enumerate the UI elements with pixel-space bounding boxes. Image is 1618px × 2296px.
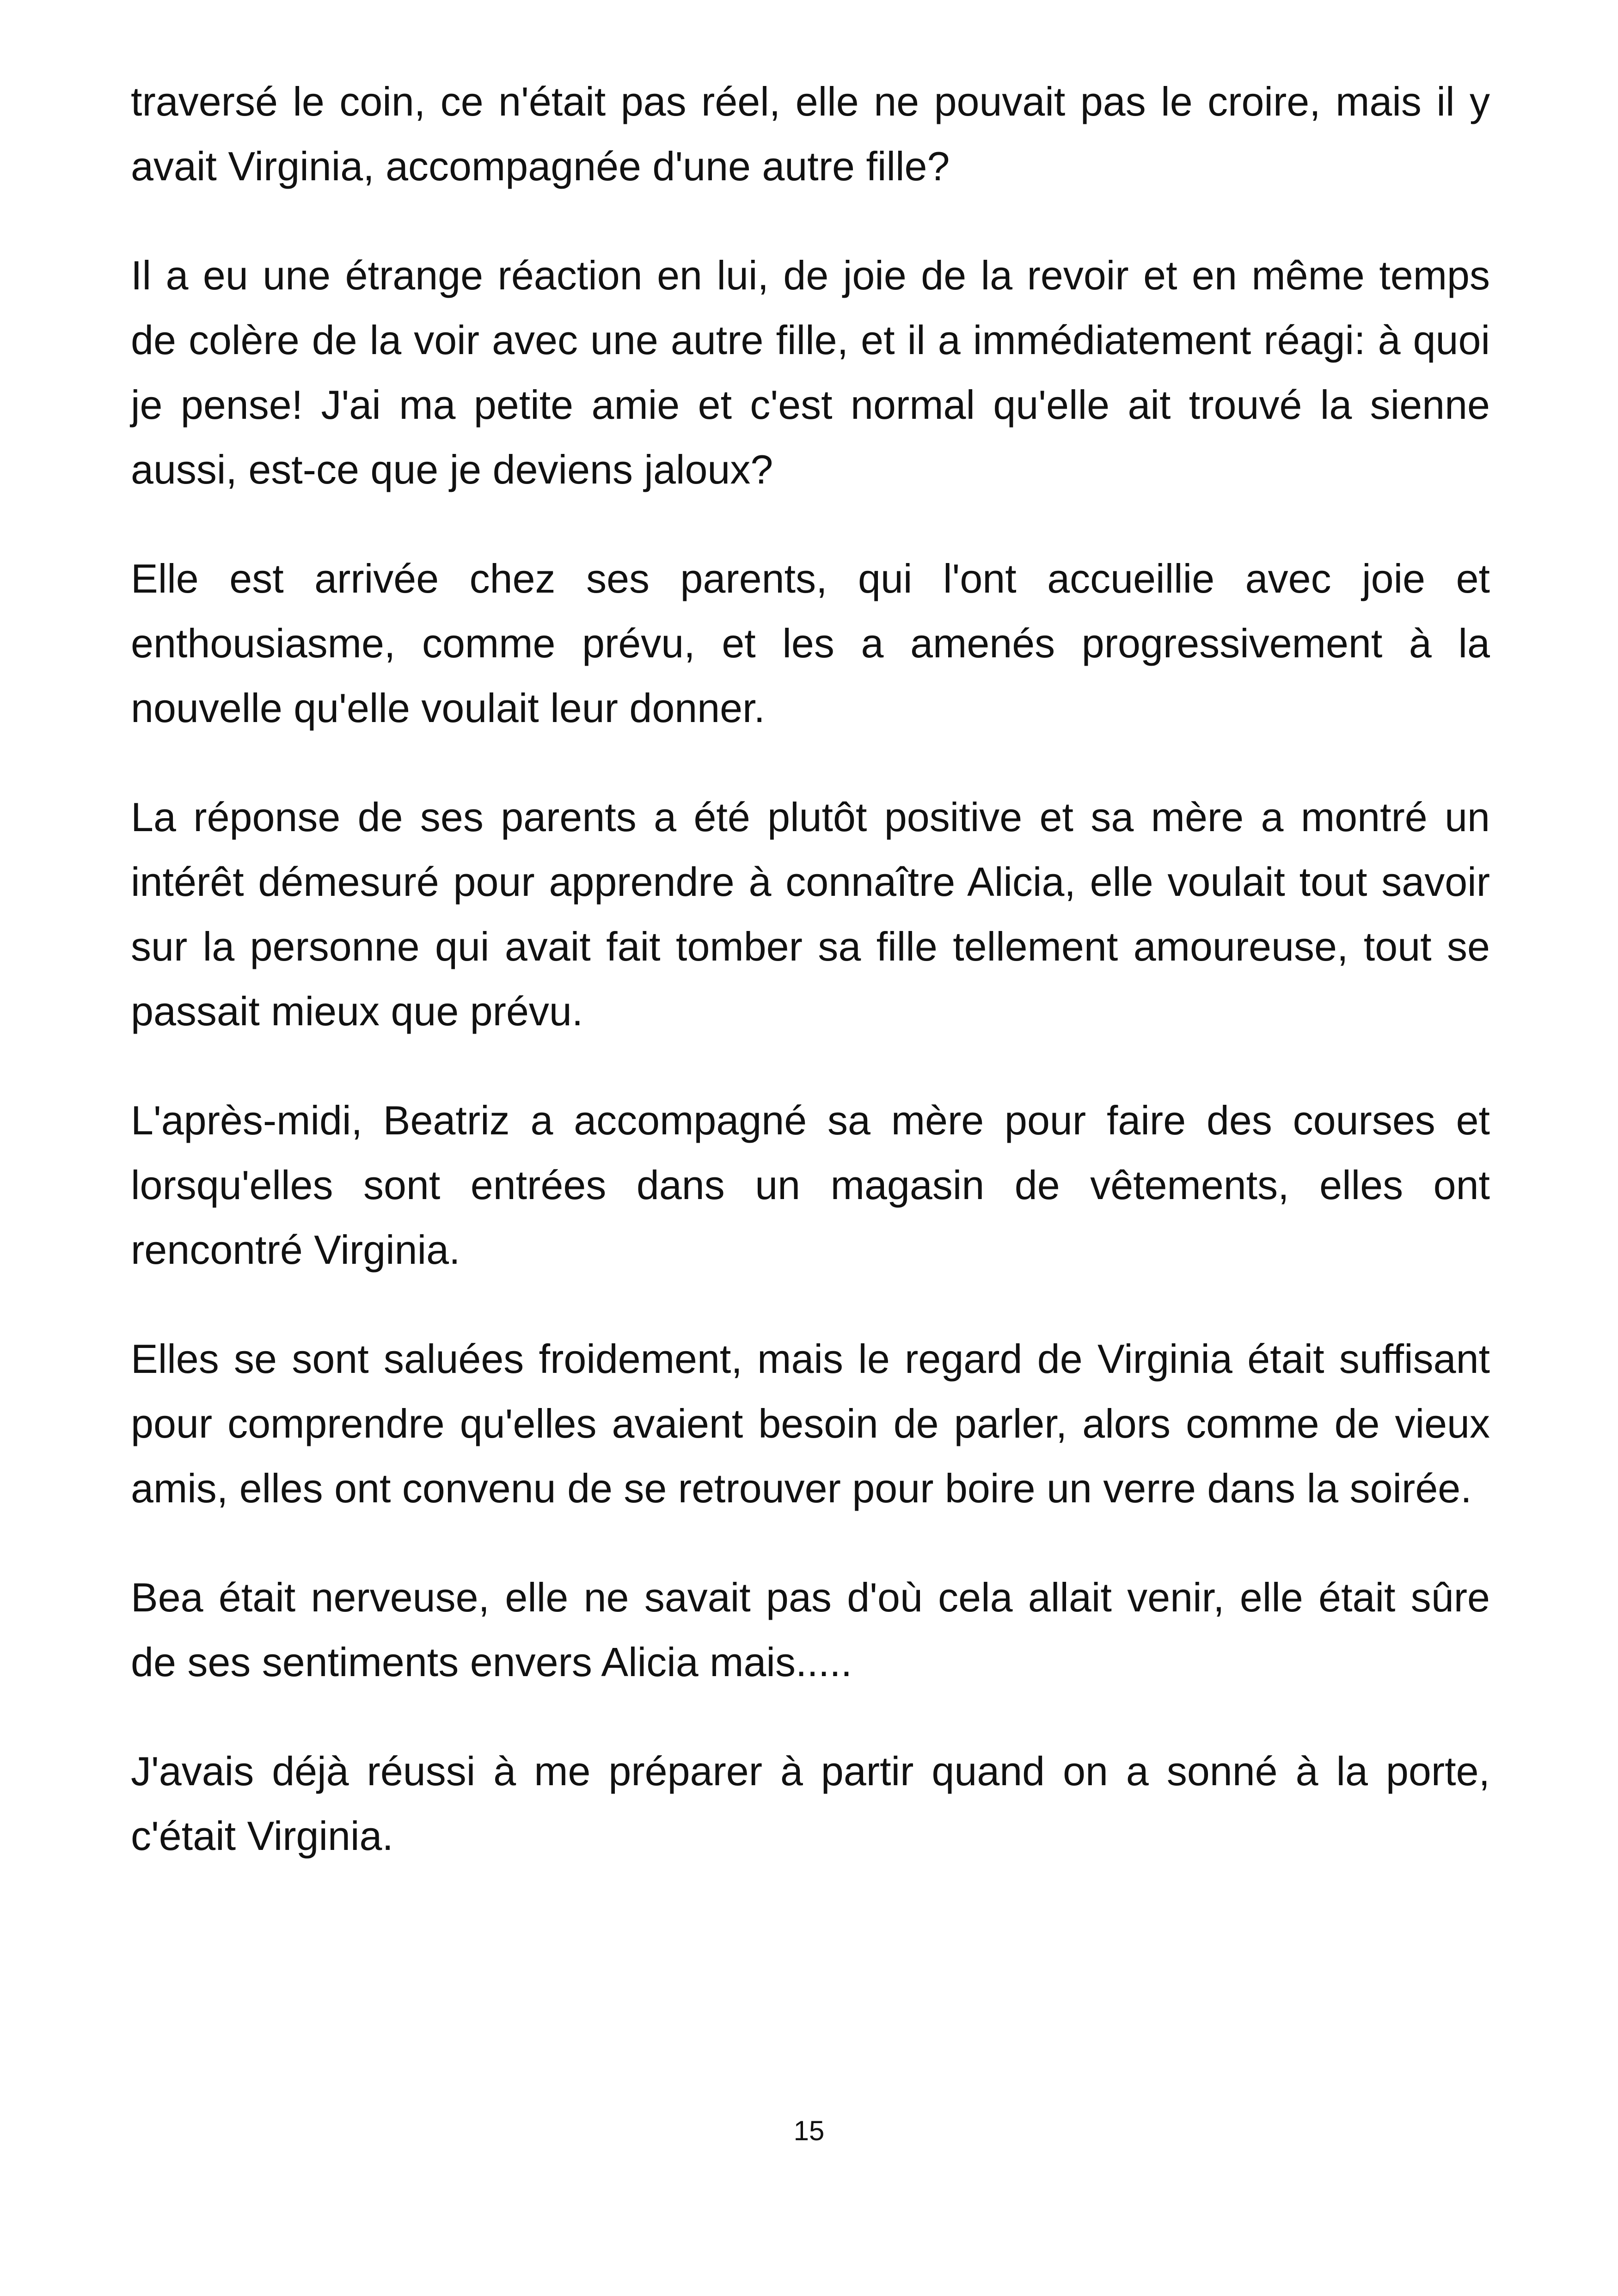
paragraph: J'avais déjà réussi à me préparer à partir quand on a sonné à la porte, c'était Virginia. — [131, 1748, 1490, 1859]
body-text — [131, 69, 1490, 1913]
paragraph: Elle est arrivée chez ses parents, qui l'ont accueillie avec joie et enthousiasme, comme prévu, et les a amenés progressivement à la nouvelle qu'elle voulait leur donner. — [131, 556, 1490, 731]
page-number: 15 — [793, 2115, 825, 2146]
paragraph: traversé le coin, ce n'était pas réel, elle ne pouvait pas le croire, mais il y avait Virginia, accompagnée d'une autre fille? — [131, 79, 1490, 189]
paragraph: La réponse de ses parents a été plutôt positive et sa mère a montré un intérêt démesuré pour apprendre à connaître Alicia, elle voulait tout savoir sur la personne qui avait fait tomber sa fille tellement amoureuse, tout se passait mieux que prévu. — [131, 794, 1490, 1034]
paragraph: L'après-midi, Beatriz a accompagné sa mère pour faire des courses et lorsqu'elles sont entrées dans un magasin de vêtements, elles ont rencontré Virginia. — [131, 1097, 1490, 1273]
paragraph: Il a eu une étrange réaction en lui, de joie de la revoir et en même temps de colère de la voir avec une autre fille, et il a immédiatement réagi: à quoi je pense! J'ai ma petite amie et c'est normal qu'elle ait trouvé la sienne aussi, est-ce que je deviens jaloux? — [131, 252, 1490, 492]
paragraph: Elles se sont saluées froidement, mais le regard de Virginia était suffisant pour comprendre qu'elles avaient besoin de parler, alors comme de vieux amis, elles ont convenu de se retrouver pour boire un verre dans la soirée. — [131, 1336, 1490, 1511]
paragraph: Bea était nerveuse, elle ne savait pas d'où cela allait venir, elle était sûre de ses sentiments envers Alicia mais..... — [131, 1574, 1490, 1685]
